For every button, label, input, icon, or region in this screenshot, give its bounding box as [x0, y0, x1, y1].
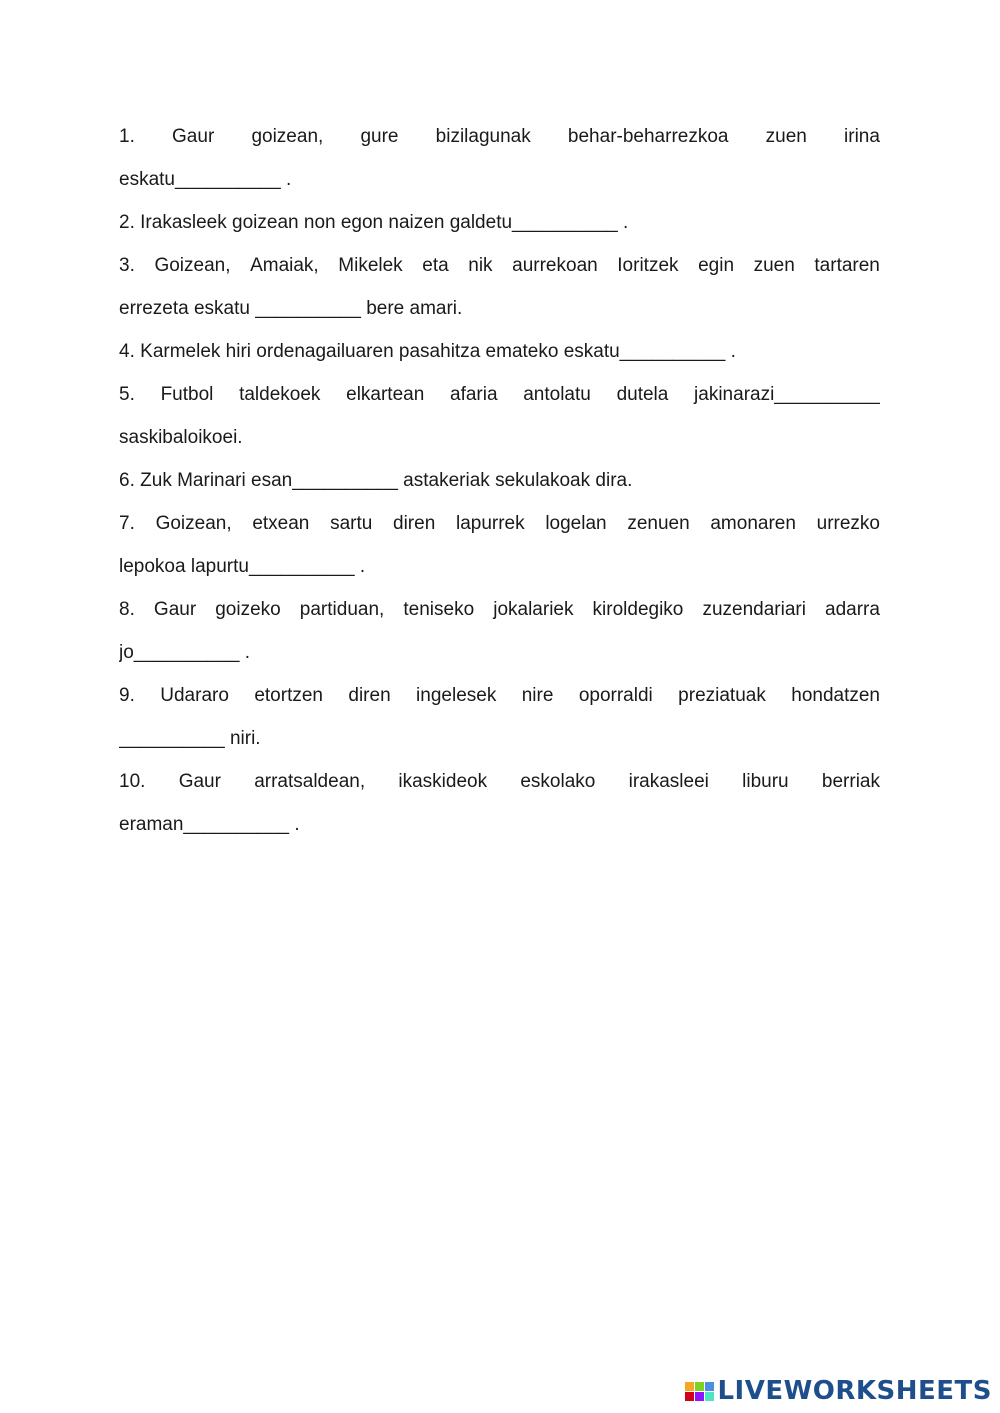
word: sekulakoak — [495, 470, 591, 491]
word: irina — [844, 126, 880, 147]
exercise-line — [119, 459, 880, 502]
word: 2. — [119, 212, 135, 233]
word: liburu — [742, 771, 789, 792]
word: kiroldegiko — [592, 599, 684, 620]
word: aurrekoan — [512, 255, 598, 276]
word: Gaur — [178, 771, 221, 792]
word: jokalariek — [493, 599, 574, 620]
word: hiri — [225, 341, 252, 362]
exercise-item — [119, 760, 880, 846]
exercise-line — [119, 115, 880, 158]
word: goizean, — [251, 126, 324, 147]
exercise-line — [119, 803, 880, 846]
word: eskatu__________ — [563, 341, 726, 362]
word: bizilagunak — [435, 126, 531, 147]
word: eskatu__________ — [119, 169, 281, 190]
word: 4. — [119, 341, 135, 362]
word: sartu — [330, 513, 373, 534]
word: berriak — [821, 771, 880, 792]
word: irakasleei — [628, 771, 709, 792]
word: niri. — [229, 728, 261, 749]
word: diren — [393, 513, 436, 534]
exercise-line — [119, 717, 880, 760]
exercise-item — [119, 502, 880, 588]
exercise-line — [119, 330, 880, 373]
word: 6. — [119, 470, 135, 491]
exercise-item — [119, 244, 880, 330]
exercise-item — [119, 115, 880, 201]
exercise-line — [119, 674, 880, 717]
word: antolatu — [523, 384, 591, 405]
word: Goizean, — [154, 255, 231, 276]
word: Gaur — [153, 599, 197, 620]
word: jakinarazi__________ — [694, 384, 880, 405]
word: amari. — [409, 298, 463, 319]
word: elkartean — [346, 384, 425, 405]
word: nire — [521, 685, 554, 706]
word: teniseko — [403, 599, 475, 620]
word: saskibaloikoei. — [119, 427, 243, 448]
exercise-line — [119, 502, 880, 545]
word: 5. — [119, 384, 135, 405]
word: . — [359, 556, 366, 577]
word: behar-beharrezkoa — [567, 126, 729, 147]
logo-text: LIVEWORKSHEETS — [717, 1376, 992, 1406]
word: adarra — [825, 599, 880, 620]
word: Gaur — [172, 126, 215, 147]
word: arratsaldean, — [254, 771, 366, 792]
word: 1. — [119, 126, 135, 147]
word: etxean — [252, 513, 310, 534]
word: lepokoa — [119, 556, 186, 577]
exercise-item — [119, 588, 880, 674]
word: Mikelek — [338, 255, 403, 276]
word: preziatuak — [678, 685, 766, 706]
word: Futbol — [160, 384, 214, 405]
word: gure — [360, 126, 399, 147]
word: zuen — [765, 126, 807, 147]
word: ikaskideok — [398, 771, 488, 792]
word: lapurrek — [455, 513, 525, 534]
exercise-line — [119, 287, 880, 330]
exercise-item — [119, 373, 880, 459]
word: tartaren — [814, 255, 880, 276]
word: taldekoek — [239, 384, 321, 405]
word: . — [285, 169, 292, 190]
word: logelan — [545, 513, 607, 534]
word: astakeriak — [403, 470, 490, 491]
word: Zuk — [140, 470, 172, 491]
word: nik — [468, 255, 493, 276]
word: amonaren — [710, 513, 796, 534]
word: esan__________ — [251, 470, 398, 491]
word: oporraldi — [578, 685, 653, 706]
word: egin — [698, 255, 735, 276]
exercise-item — [119, 330, 880, 373]
word: naizen — [388, 212, 445, 233]
word: emateko — [485, 341, 559, 362]
word: partiduan, — [299, 599, 385, 620]
exercise-line — [119, 244, 880, 287]
word: 10. — [119, 771, 146, 792]
word: errezeta — [119, 298, 189, 319]
liveworksheets-logo — [685, 1375, 992, 1407]
word: eskatu — [193, 298, 250, 319]
word: eta — [422, 255, 449, 276]
word: 7. — [119, 513, 135, 534]
word: goizean — [232, 212, 299, 233]
word: . — [730, 341, 736, 362]
exercise-line — [119, 416, 880, 459]
word: ordenagailuaren — [256, 341, 394, 362]
word: __________ — [119, 728, 225, 749]
exercise-line — [119, 545, 880, 588]
word: eskolako — [520, 771, 596, 792]
word: dira. — [595, 470, 633, 491]
word: . — [623, 212, 629, 233]
word: zenuen — [627, 513, 690, 534]
word: Udararo — [160, 685, 229, 706]
word: non — [303, 212, 336, 233]
word: Ioritzek — [617, 255, 679, 276]
word: __________ — [255, 298, 361, 319]
word: Goizean, — [155, 513, 232, 534]
word: diren — [348, 685, 391, 706]
word: hondatzen — [791, 685, 880, 706]
exercise-line — [119, 373, 880, 416]
word: . — [294, 814, 300, 835]
exercise-item — [119, 201, 880, 244]
word: afaria — [450, 384, 498, 405]
word: jo__________ — [119, 642, 240, 663]
word: zuen — [753, 255, 795, 276]
exercise-line — [119, 760, 880, 803]
word: goizeko — [215, 599, 281, 620]
word: dutela — [616, 384, 669, 405]
word: eraman__________ — [119, 814, 290, 835]
word: 8. — [119, 599, 135, 620]
word: 3. — [119, 255, 135, 276]
word: zuzendariari — [702, 599, 806, 620]
exercise-line — [119, 631, 880, 674]
word: urrezko — [816, 513, 880, 534]
word: Marinari — [177, 470, 246, 491]
word: 9. — [119, 685, 135, 706]
exercise-item — [119, 674, 880, 760]
word: Amaiak, — [250, 255, 319, 276]
word: lapurtu__________ — [190, 556, 355, 577]
exercise-item — [119, 459, 880, 502]
word: ingelesek — [416, 685, 497, 706]
word: . — [244, 642, 251, 663]
exercise-list — [119, 115, 880, 846]
word: etortzen — [254, 685, 323, 706]
word: Irakasleek — [140, 212, 227, 233]
word: egon — [340, 212, 384, 233]
word: galdetu__________ — [449, 212, 618, 233]
liveworksheets-logo-icon — [685, 1382, 714, 1401]
exercise-line — [119, 158, 880, 201]
word: pasahitza — [398, 341, 481, 362]
exercise-line — [119, 201, 880, 244]
word: Karmelek — [140, 341, 221, 362]
exercise-line — [119, 588, 880, 631]
word: bere — [366, 298, 405, 319]
